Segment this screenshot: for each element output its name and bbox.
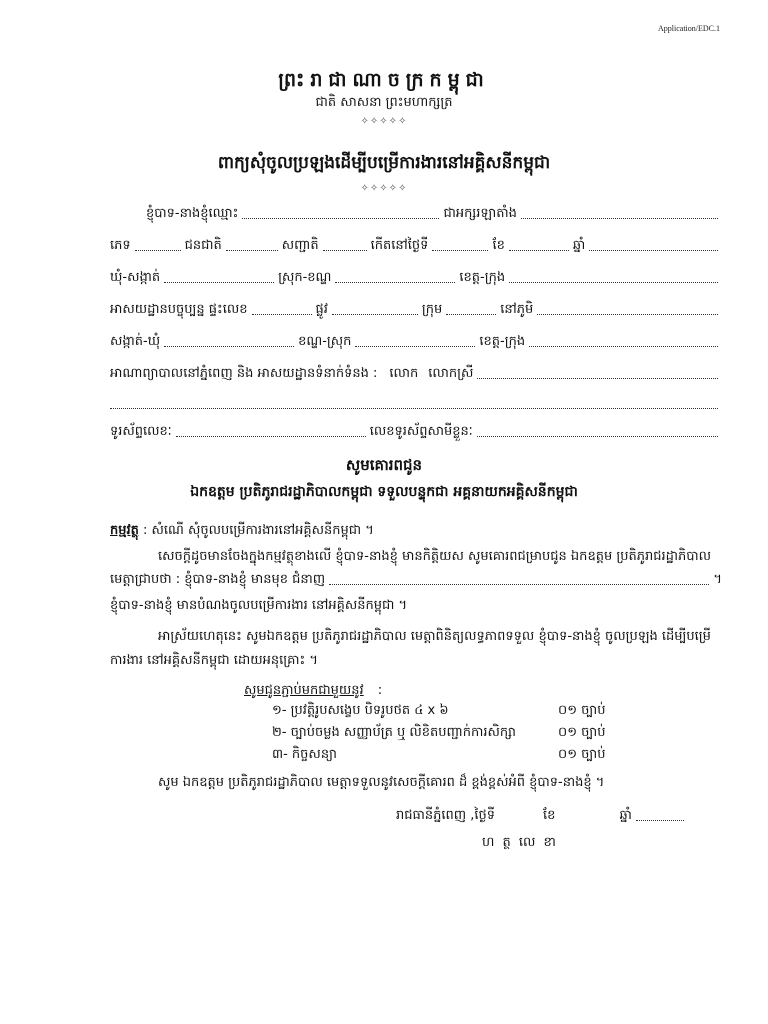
address-label: អាសយដ្ឋានបច្ចុប្បន្ន ផ្ទះលេខ: [110, 302, 248, 317]
guardian-address-field[interactable]: [110, 394, 718, 409]
name-field[interactable]: [242, 204, 439, 219]
attachment-qty-2: ០១ ច្បាប់: [558, 725, 606, 740]
latin-name-field[interactable]: [521, 204, 718, 219]
birth-month-field[interactable]: [509, 236, 569, 251]
group-field[interactable]: [446, 300, 496, 315]
commune-label: ឃុំ-សង្កាត់: [110, 270, 161, 285]
identity-row: [110, 232, 722, 256]
closing-text: សូម ឯកឧត្តម ប្រតិភូរាជរដ្ឋាភិបាល មេត្តាទទួលនូវសេចក្តីគោរព ដ៏ ខ្ពង់ខ្ពស់អំពី ខ្ញុំបាទ-នាងខ្ញុំ ។: [158, 775, 605, 790]
street-field[interactable]: [332, 300, 418, 315]
street-label: ផ្លូវ: [315, 302, 328, 317]
sex-field[interactable]: [135, 236, 181, 251]
footer-month-label: ខែ: [543, 808, 556, 823]
khan-label: ខណ្ឌ-ស្រុក: [298, 334, 352, 349]
subject-line: [110, 522, 374, 541]
latin-name-label: ជាអក្សរឡាតាំង: [443, 206, 517, 221]
province-label: ខេត្ត-ក្រុង: [459, 270, 506, 285]
attachment-item-2: ២- ច្បាប់ចម្លង សញ្ញាប័ត្រ ឬ លិខិតបញ្ជាក់ការសិក្សា: [272, 725, 516, 740]
skill-field[interactable]: [329, 570, 709, 585]
guardian-row: [110, 360, 722, 384]
recipient-title: ឯកឧត្តម ប្រតិភូរាជរដ្ឋាភិបាលកម្ពុជា ទទួលបន្ទុកជា អគ្គនាយកអគ្គិសនីកម្ពុជា: [190, 484, 578, 500]
subject-text: : សំណើ សុំចូលបម្រើការងារនៅអគ្គិសនីកម្ពុជា ។: [143, 523, 374, 538]
sex-label: ភេទ: [110, 238, 131, 253]
village-label: នៅភូមិ: [500, 302, 534, 317]
village-field[interactable]: [537, 300, 718, 315]
district-label: ស្រុក-ខណ្ឌ: [278, 270, 332, 285]
province-field[interactable]: [509, 268, 718, 283]
born-label: កើតនៅថ្ងៃទី: [370, 238, 429, 253]
paragraph2-line2: ការងារ នៅអគ្គិសនីកម្ពុជា ដោយអនុគ្រោះ ។: [110, 653, 318, 668]
paragraph1-line2: [110, 568, 722, 590]
attachment-item-1: ១- ប្រវត្តិរូបសង្ខេប បិទរូបថត ៤ x ៦: [272, 703, 449, 718]
own-phone-field[interactable]: [477, 422, 718, 437]
paragraph1-line3: ខ្ញុំបាទ-នាងខ្ញុំ មានបំណងចូលបម្រើការងារ នៅអគ្គិសនីកម្ពុជា ។: [110, 598, 408, 613]
attachments-heading-text: សូមជូនភ្ជាប់មកជាមួយនូវ: [244, 683, 364, 698]
nationality-field[interactable]: [323, 236, 367, 251]
guardian-field[interactable]: [477, 364, 718, 379]
signature-label: ហ ត្ថ លេ ខា: [482, 835, 558, 850]
house-number-field[interactable]: [252, 300, 312, 315]
phone-row: [110, 418, 722, 442]
guardian-address-row: [110, 390, 722, 414]
phone-label: ទូរស័ព្ទលេខៈ: [110, 424, 172, 439]
commune-field[interactable]: [164, 268, 274, 283]
national-motto: ជាតិ សាសនា ព្រះមហាក្សត្រ: [315, 95, 453, 110]
birth-year-field[interactable]: [589, 236, 718, 251]
race-label: ជនជាតិ: [184, 238, 222, 253]
paragraph2-line1: អាស្រ័យហេតុនេះ សូមឯកឧត្តម ប្រតិភូរាជរដ្ឋាភិបាល មេត្តាពិនិត្យលទ្ធភាពទទួល ខ្ញុំបាទ-នាងខ្ញុំ ចូលប្រឡង ដើម្បីបម្រើ: [158, 629, 711, 644]
race-field[interactable]: [226, 236, 278, 251]
document-reference: Application/EDC.1: [658, 24, 720, 33]
ornament-divider: ✧✧✧✧✧: [360, 116, 408, 127]
date-row: [396, 804, 688, 826]
skill-end: ។: [713, 572, 722, 587]
footer-year-field[interactable]: [636, 806, 684, 821]
address-area-row: [110, 328, 722, 352]
day-field[interactable]: [499, 806, 539, 821]
birth-day-field[interactable]: [432, 236, 488, 251]
mr-label: លោក: [389, 366, 419, 381]
footer-year-label: ឆ្នាំ: [619, 808, 632, 823]
guardian-label: អាណាព្យាបាលនៅភ្នំពេញ និង អាសយដ្ឋានទំនាក់ទំនង :: [110, 366, 378, 381]
kingdom-heading: ព្រះរាជាណាចក្រកម្ពុជា: [278, 69, 490, 91]
attachment-item-3: ៣- កិច្ចសន្យា: [272, 747, 337, 762]
paragraph1-line1: សេចក្តីដូចមានចែងក្នុងកម្មវត្ថុខាងលើ ខ្ញុំបាទ-នាងខ្ញុំ មានកិត្តិយស សូមគោរពជម្រាបជូន ឯកឧត្តម ប្រតិភូរាជរដ្ឋាភិបាល: [158, 549, 711, 564]
subject-label: កម្មវត្ថុ: [110, 523, 139, 538]
mrs-label: លោកស្រី: [428, 366, 474, 381]
province2-field[interactable]: [529, 332, 718, 347]
name-label: ខ្ញុំបាទ-នាងខ្ញុំឈ្មោះ: [146, 206, 239, 221]
skill-label: មេត្តាជ្រាបថា : ខ្ញុំបាទ-នាងខ្ញុំ មានមុខ ជំនាញ: [110, 572, 326, 587]
khan-field[interactable]: [355, 332, 475, 347]
phone-field[interactable]: [176, 422, 366, 437]
attachments-colon: :: [377, 683, 383, 698]
province2-label: ខេត្ត-ក្រុង: [479, 334, 526, 349]
attachments-heading: [244, 682, 382, 701]
name-row: [146, 200, 722, 224]
footer-month-field[interactable]: [559, 806, 615, 821]
month-label: ខែ: [492, 238, 505, 253]
recipient-greeting: សូមគោរពជូន: [345, 456, 423, 474]
sangkat-label: សង្កាត់-ឃុំ: [110, 334, 161, 349]
sangkat-field[interactable]: [164, 332, 294, 347]
nationality-label: សញ្ជាតិ: [281, 238, 319, 253]
district-field[interactable]: [335, 268, 455, 283]
form-title: ពាក្យសុំចូលប្រឡងដើម្បីបម្រើការងារនៅអគ្គិសនីកម្ពុជា: [217, 153, 551, 173]
attachment-qty-1: ០១ ច្បាប់: [558, 703, 606, 718]
year-label: ឆ្នាំ: [572, 238, 586, 253]
birthplace-row: [110, 264, 722, 288]
own-phone-label: លេខទូរស័ព្ទសាមីខ្លួនៈ: [369, 424, 473, 439]
address-row: [110, 296, 722, 320]
attachment-qty-3: ០១ ច្បាប់: [558, 747, 606, 762]
place-label: រាជធានីភ្នំពេញ ,ថ្ងៃទី: [396, 808, 496, 823]
group-label: ក្រុម: [421, 302, 443, 317]
ornament-divider-2: ✧✧✧✧✧: [360, 183, 408, 194]
